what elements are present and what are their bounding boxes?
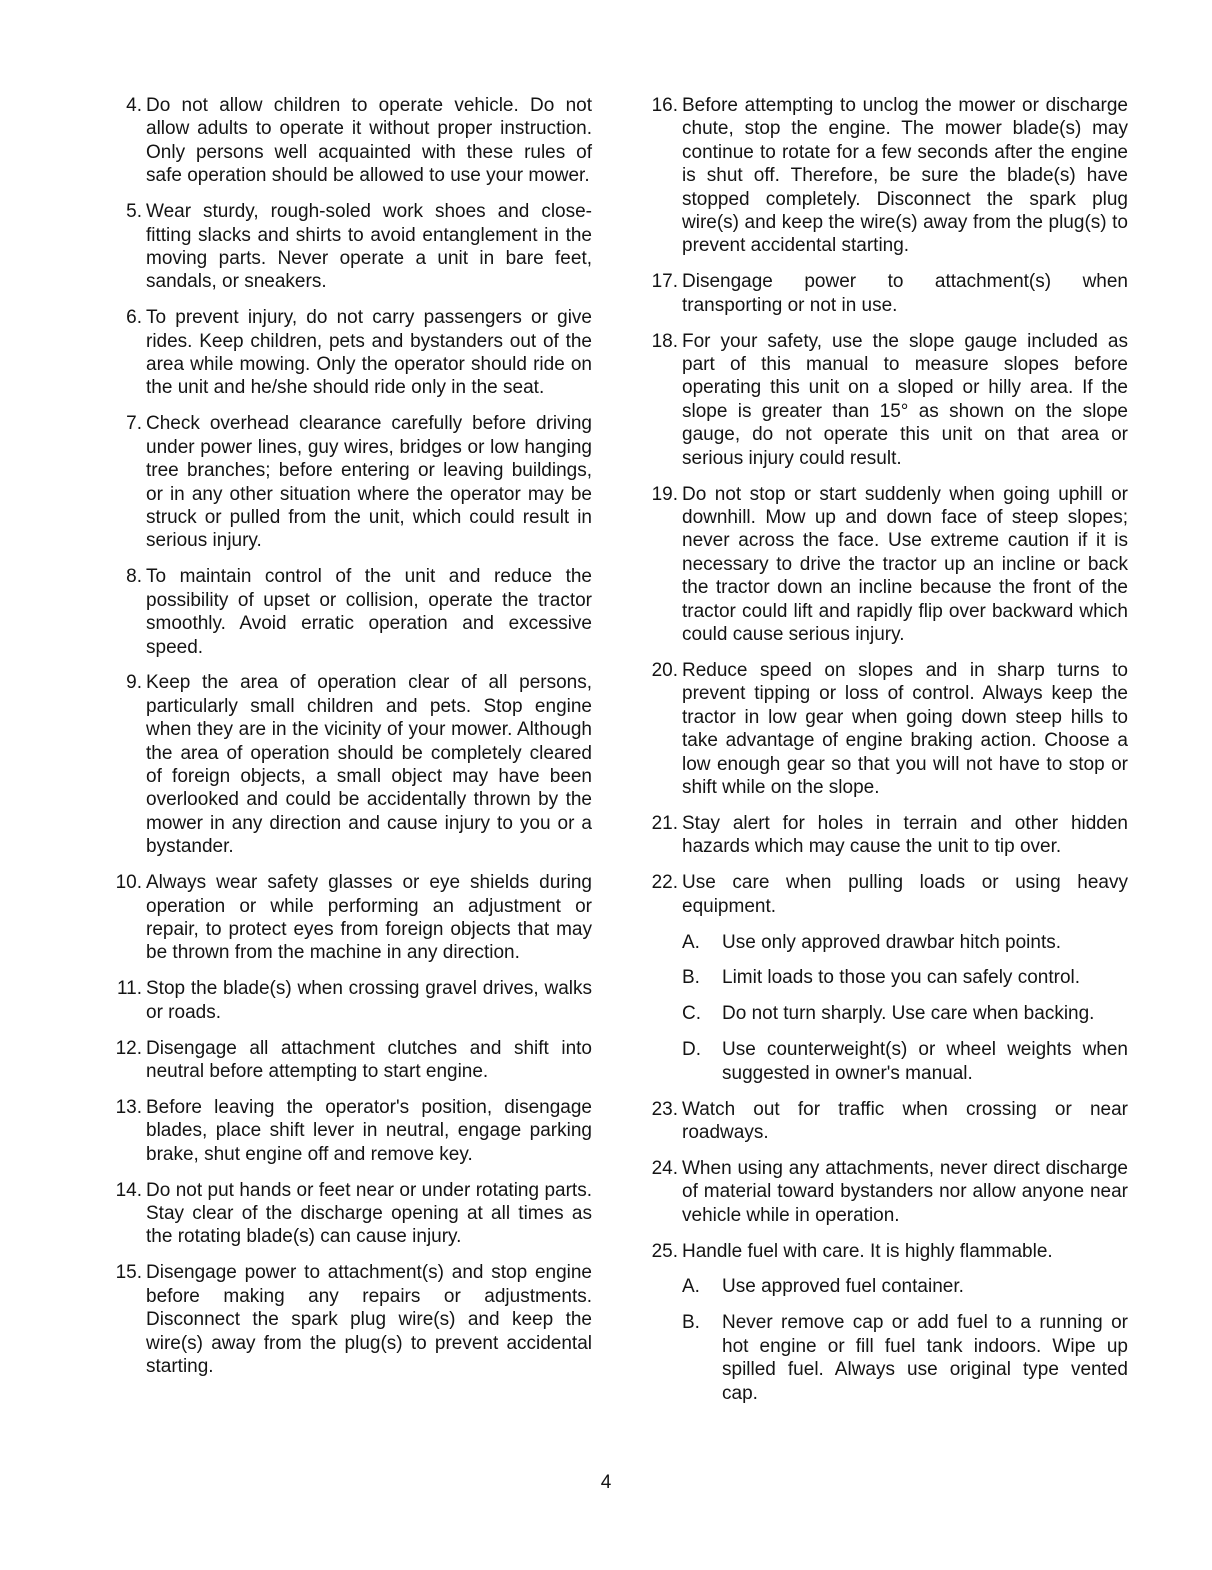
sub-item-letter: D. [682,1039,701,1061]
sub-item [682,966,1128,989]
sub-item-letter: B. [682,967,700,989]
list-item [102,1179,592,1249]
item-text: Stop the blade(s) when crossing gravel drives, walks or roads. [146,978,592,1023]
item-text: Use care when pulling loads or using heavy equipment. [682,872,1128,917]
list-item [638,483,1128,647]
item-text: Before attempting to unclog the mower or discharge chute, stop the engine. The mower blade(s) may continue to rotate for a few seconds after the engine is shut off. Therefore, be sure the blade(s) have stopped completely. Disconnect the spark plug wire(s) and keep the wire(s) away from the plug(s) to prevent accidental starting. [682,95,1128,257]
list-item [102,1261,592,1378]
list-item [638,94,1128,258]
sub-item [682,931,1128,954]
list-item [638,1240,1128,1263]
list-item [638,659,1128,799]
sub-item-text: Limit loads to those you can safely control. [722,967,1081,989]
sub-item-letter: B. [682,1312,700,1334]
item-number: 24. [651,1157,678,1179]
sub-item [682,1002,1128,1025]
item-text: For your safety, use the slope gauge included as part of this manual to measure slopes before operating this unit on a sloped or hilly area. If the slope is greater than 15° as shown on the slope gauge, do not operate this unit on that area or serious injury could result. [682,330,1128,469]
item-number: 7. [126,413,142,435]
item-text: Do not put hands or feet near or under rotating parts. Stay clear of the discharge opening at all times as the rotating blade(s) can cause injury. [146,1179,592,1248]
item-number: 16. [651,95,678,116]
sub-item-letter: A. [682,931,700,953]
item-text: Always wear safety glasses or eye shields during operation or while performing an adjustment or repair, to protect eyes from foreign objects that may be thrown from the machine in any direction. [146,872,592,964]
item-text: Watch out for traffic when crossing or near roadways. [682,1098,1128,1143]
item-number: 18. [651,330,678,352]
item-number: 9. [126,672,142,694]
item-text: Wear sturdy, rough-soled work shoes and close-fitting slacks and shirts to avoid entanglement in the moving parts. Never operate a unit in bare feet, sandals, or sneakers. [146,201,592,293]
item-number: 25. [651,1240,678,1262]
item-text: Reduce speed on slopes and in sharp turns to prevent tipping or loss of control. Always keep the tractor in low gear when going down steep hills to take advantage of engine braking action. Choose a low enough gear so that you will not have to stop or shift while on the slope. [682,659,1128,798]
sub-item [682,1275,1128,1298]
item-text: Disengage power to attachment(s) and stop engine before making any repairs or adjustments. Disconnect the spark plug wire(s) and keep the wire(s) away from the plug(s) to prevent accidental starting. [146,1262,592,1377]
list-item [638,270,1128,317]
list-item [102,1096,592,1166]
sub-item-letter: C. [682,1003,701,1025]
item-number: 4. [126,95,142,116]
item-number: 11. [116,978,142,1000]
right-column [638,94,1128,1418]
item-number: 13. [115,1096,142,1118]
item-text: To maintain control of the unit and reduce the possibility of upset or collision, operate the tractor smoothly. Avoid erratic operation and excessive speed. [146,566,592,658]
item-number: 22. [651,872,678,894]
list-item [638,330,1128,470]
list-item [102,412,592,552]
item-number: 10. [115,872,142,894]
sub-item-text: Use counterweight(s) or wheel weights when suggested in owner's manual. [722,1039,1128,1084]
page-number: 4 [600,1472,612,1493]
item-text: Disengage power to attachment(s) when transporting or not in use. [682,271,1128,316]
sub-item-text: Do not turn sharply. Use care when backing. [722,1003,1095,1025]
item-number: 21. [651,812,678,834]
list-item [102,1037,592,1084]
sub-item [682,1038,1128,1085]
item-text: Do not allow children to operate vehicle. Do not allow adults to operate it without proper instruction. Only persons well acquainted with these rules of safe operation should be allowed to use your mower. [146,95,592,187]
list-item [102,977,592,1024]
sub-item [682,1311,1128,1405]
item-number: 20. [651,659,678,681]
item-text: Check overhead clearance carefully before driving under power lines, guy wires, bridges or low hanging tree branches; before entering or leaving buildings, or in any other situation where the operator may be struck or pulled from the unit, which could result in serious injury. [146,413,592,552]
item-number: 15. [115,1262,142,1284]
list-item [102,200,592,294]
item-text: Do not stop or start suddenly when going uphill or downhill. Mow up and down face of steep slopes; never across the face. Use extreme caution if it is necessary to drive the tractor up an incline or back the tractor down an incline because the front of the tractor could lift and rapidly flip over backward which could cause serious injury. [682,483,1128,646]
list-item [638,812,1128,859]
list-item [102,94,592,188]
item-number: 8. [126,566,142,588]
item-text: Handle fuel with care. It is highly flammable. [682,1240,1053,1262]
list-item [102,871,592,965]
list-item [638,871,1128,918]
item-text: Disengage all attachment clutches and shift into neutral before attempting to start engine. [146,1037,592,1083]
list-item [638,1157,1128,1227]
list-item [102,306,592,400]
item-text: Stay alert for holes in terrain and other hidden hazards which may cause the unit to tip over. [682,812,1128,858]
item-number: 5. [126,201,142,223]
sub-item-letter: A. [682,1276,700,1298]
item-number: 14. [115,1179,142,1201]
sub-item-text: Never remove cap or add fuel to a running or hot engine or fill fuel tank indoors. Wipe up spilled fuel. Always use original type vented cap. [722,1312,1128,1404]
item-number: 23. [651,1098,678,1120]
item-number: 6. [126,307,142,329]
item-text: To prevent injury, do not carry passengers or give rides. Keep children, pets and bystanders out of the area while mowing. Only the operator should ride on the unit and he/she should ride only in the seat. [146,307,592,399]
list-item [102,671,592,858]
sub-item-text: Use only approved drawbar hitch points. [722,931,1062,953]
item-number: 12. [115,1037,142,1059]
item-text: Keep the area of operation clear of all persons, particularly small children and pets. Stop engine when they are in the vicinity of your mower. Although the area of operation should be completely cleared of foreign objects, a small object may have been overlooked and could be accidentally thrown by the mower in any direction and cause injury to you or a bystander. [146,672,592,858]
item-number: 17. [651,271,678,293]
left-column [102,94,592,1391]
item-text: When using any attachments, never direct discharge of material toward bystanders nor allow anyone near vehicle while in operation. [682,1157,1128,1226]
list-item [102,565,592,659]
list-item [638,1098,1128,1145]
sub-item-text: Use approved fuel container. [722,1276,964,1298]
item-number: 19. [651,483,678,505]
item-text: Before leaving the operator's position, disengage blades, place shift lever in neutral, engage parking brake, shut engine off and remove key. [146,1096,592,1165]
